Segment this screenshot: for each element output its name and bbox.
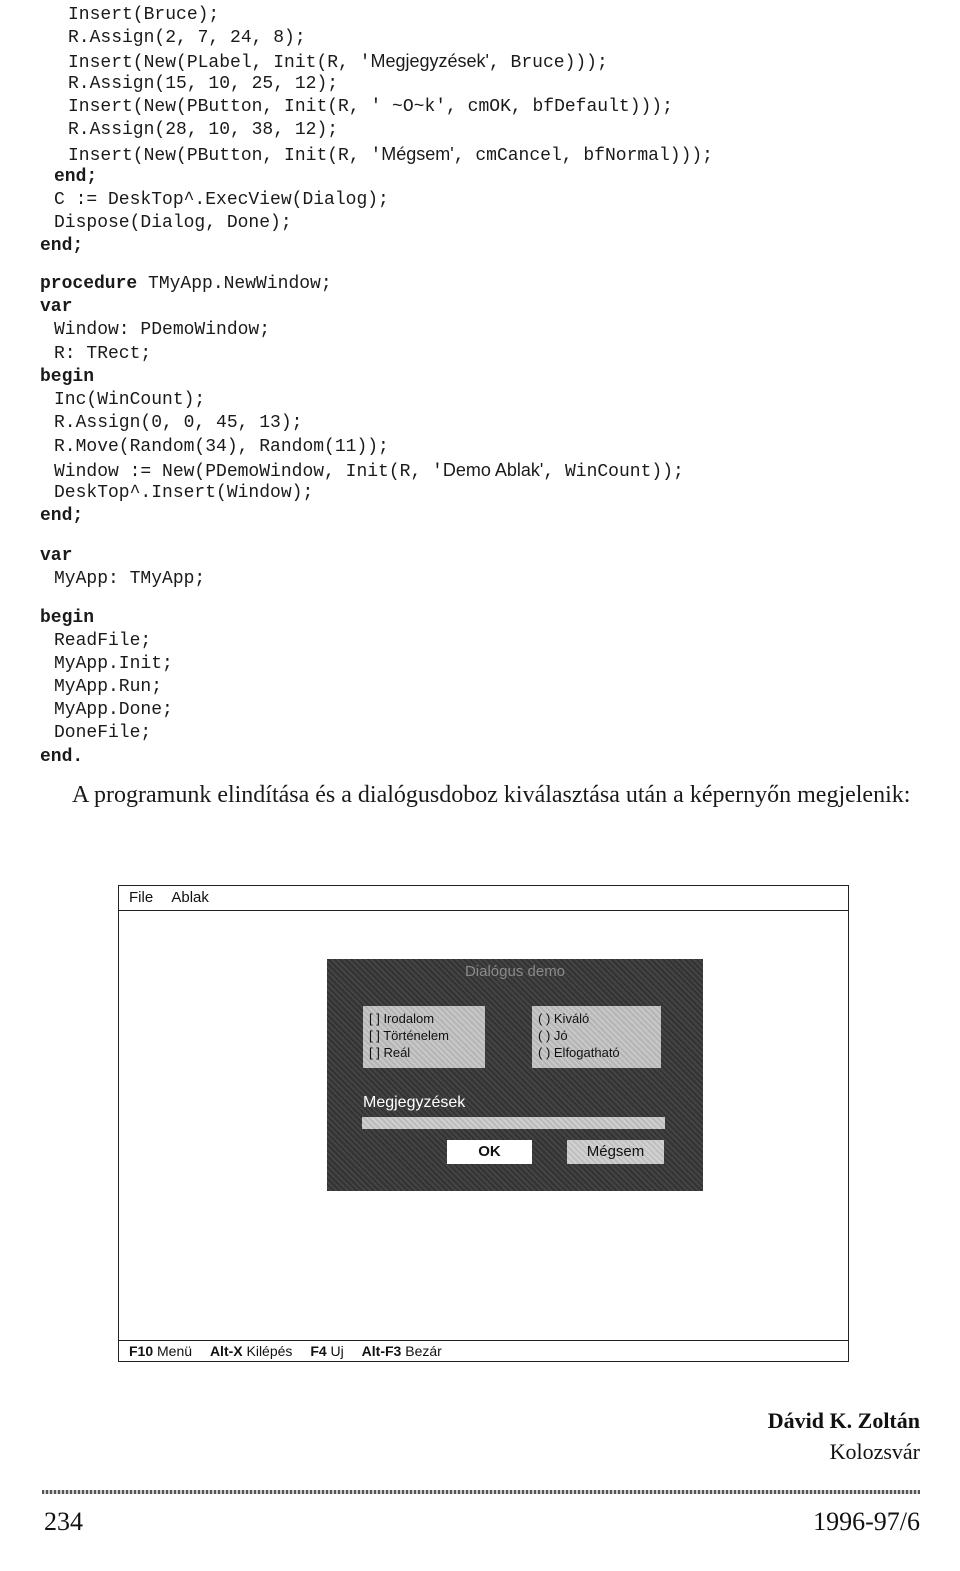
code-text: R.Assign(0, 0, 45, 13); <box>54 413 303 433</box>
code-text: R: TRect; <box>54 344 152 364</box>
status-key: F10 <box>129 1343 154 1359</box>
code-line <box>54 189 389 212</box>
code-text: Insert(New(PButton, Init(R, ' ~O~k', cmOK, bfDefault))); <box>68 97 673 117</box>
issue-number: 1996-97/6 <box>813 1507 920 1536</box>
status-label: Kilépés <box>246 1343 293 1359</box>
code-line <box>54 459 684 482</box>
checkbox-irodalom[interactable]: [ ] Irodalom <box>369 1011 435 1026</box>
code-line <box>40 273 332 296</box>
code-line <box>68 73 338 96</box>
code-text: R.Assign(2, 7, 24, 8); <box>68 28 306 48</box>
code-line <box>40 607 94 630</box>
code-text: Dispose(Dialog, Done); <box>54 213 292 233</box>
code-text: MyApp.Run; <box>54 677 163 697</box>
code-text: , Bruce))); <box>488 53 608 73</box>
code-line <box>54 482 313 505</box>
code-text: DeskTop^.Insert(Window); <box>54 483 314 503</box>
code-text: MyApp.Done; <box>54 700 173 720</box>
code-text: Insert(Bruce); <box>68 5 220 25</box>
code-text: MyApp: TMyApp; <box>54 569 206 589</box>
footer-rule <box>42 1490 920 1494</box>
code-text: C := DeskTop^.ExecView(Dialog); <box>54 190 389 210</box>
status-bar <box>119 1340 848 1361</box>
code-line <box>54 722 151 745</box>
code-line <box>68 143 713 166</box>
code-line <box>54 343 151 366</box>
menu-file[interactable]: File <box>129 889 154 906</box>
code-keyword: var <box>40 297 73 317</box>
code-line <box>68 119 338 142</box>
code-line <box>68 27 306 50</box>
dialog-window <box>327 959 703 1191</box>
code-line <box>54 699 173 722</box>
code-keyword: procedure <box>40 274 138 294</box>
checkbox-group <box>363 1006 485 1068</box>
author-city: Kolozsvár <box>829 1439 920 1464</box>
code-line <box>40 235 83 258</box>
code-keyword: var <box>40 546 73 566</box>
status-item-menu[interactable] <box>129 1341 192 1361</box>
code-line <box>68 4 219 27</box>
code-text: Mégsem' <box>381 144 454 164</box>
ok-button[interactable]: OK <box>447 1140 532 1164</box>
radio-elfogathato[interactable]: ( ) Elfogatható <box>538 1045 620 1060</box>
code-line <box>40 505 83 528</box>
code-line <box>40 746 83 769</box>
code-keyword: end; <box>54 167 98 187</box>
code-text: MyApp.Init; <box>54 654 173 674</box>
code-line <box>54 436 389 459</box>
code-line <box>40 545 72 568</box>
code-line <box>54 412 302 435</box>
code-text: Window := New(PDemoWindow, Init(R, ' <box>54 462 443 482</box>
code-text: R.Assign(28, 10, 38, 12); <box>68 120 339 140</box>
notes-label: Megjegyzések <box>363 1094 466 1111</box>
radio-kivalo[interactable]: ( ) Kiváló <box>538 1011 590 1026</box>
tui-screenshot <box>118 885 849 1362</box>
status-key: F4 <box>310 1343 327 1359</box>
code-line <box>40 296 72 319</box>
code-line <box>68 96 673 119</box>
menu-ablak[interactable]: Ablak <box>171 889 209 906</box>
code-text: Megjegyzések' <box>370 51 489 71</box>
code-line <box>54 212 292 235</box>
code-keyword: begin <box>40 608 95 628</box>
code-listing <box>0 0 960 780</box>
cancel-button[interactable]: Mégsem <box>567 1140 664 1164</box>
status-item-close[interactable] <box>362 1341 442 1361</box>
code-text: Inc(WinCount); <box>54 390 206 410</box>
status-label: Bezár <box>405 1343 442 1359</box>
code-line <box>40 366 94 389</box>
code-text: DoneFile; <box>54 723 152 743</box>
dialog-title: Dialógus demo <box>464 963 566 980</box>
author-name: Dávid K. Zoltán <box>767 1408 920 1433</box>
code-text: , WinCount)); <box>543 462 684 482</box>
radio-group <box>532 1006 661 1068</box>
code-keyword: end; <box>40 236 84 256</box>
code-text: Insert(New(PLabel, Init(R, ' <box>68 53 371 73</box>
code-line <box>54 630 151 653</box>
code-keyword: begin <box>40 367 95 387</box>
code-text: R.Assign(15, 10, 25, 12); <box>68 74 339 94</box>
code-text: Demo Ablak' <box>442 460 544 480</box>
code-line <box>68 50 608 73</box>
status-item-exit[interactable] <box>210 1341 292 1361</box>
body-paragraph: A programunk elindítása és a dialógusdoboz kiválasztása után a képernyőn megjelenik: <box>72 782 911 808</box>
code-text: R.Move(Random(34), Random(11)); <box>54 437 389 457</box>
code-line <box>54 653 173 676</box>
code-line <box>54 319 270 342</box>
checkbox-tortenelem[interactable]: [ ] Történelem <box>369 1028 449 1043</box>
page-number: 234 <box>44 1507 83 1536</box>
menu-bar <box>119 886 848 911</box>
status-label: Menü <box>157 1343 193 1359</box>
checkbox-real[interactable]: [ ] Reál <box>369 1045 411 1060</box>
code-line <box>54 389 205 412</box>
code-text: Window: PDemoWindow; <box>54 320 271 340</box>
code-line <box>54 568 205 591</box>
code-line <box>54 676 162 699</box>
code-text: Insert(New(PButton, Init(R, ' <box>68 146 382 166</box>
status-key: Alt-F3 <box>361 1343 402 1359</box>
code-keyword: end; <box>40 506 84 526</box>
status-key: Alt-X <box>209 1343 243 1359</box>
code-line <box>54 166 97 189</box>
status-item-new[interactable] <box>310 1341 343 1361</box>
code-keyword: end. <box>40 747 84 767</box>
code-text: , cmCancel, bfNormal))); <box>453 146 713 166</box>
code-text: TMyApp.NewWindow; <box>137 274 332 294</box>
radio-jo[interactable]: ( ) Jó <box>538 1028 568 1043</box>
code-text: ReadFile; <box>54 631 152 651</box>
status-label: Uj <box>330 1343 344 1359</box>
author-block <box>768 1405 920 1467</box>
notes-input[interactable] <box>362 1117 665 1129</box>
